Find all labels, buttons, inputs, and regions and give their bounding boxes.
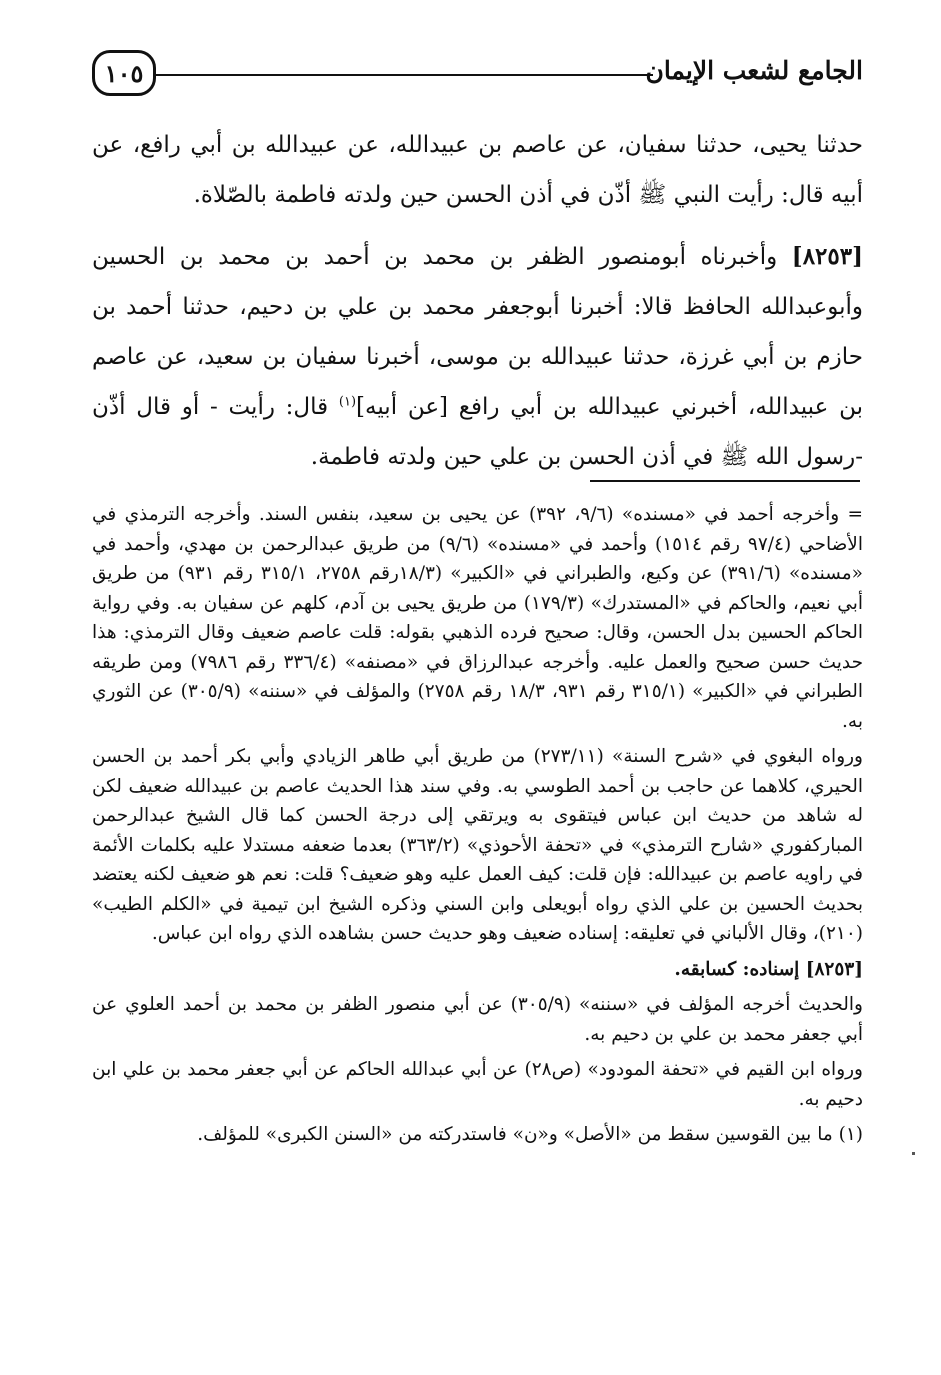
footnote-ref[interactable]: (١) [338,394,357,410]
paragraph-2 [92,232,863,482]
hadith-number: [٨٢٥٣] [791,243,863,270]
paragraph-2-part-2: قال: رأيت - أو قال أذّن -رسول الله ﷺ في أذن الحسن بن علي حين ولدته فاطمة. [92,394,863,470]
scan-dot [912,1152,915,1155]
page-header [92,48,863,100]
footnote-baghawi: ورواه البغوي في «شرح السنة» (٢٧٣/١١) من طريق أبي طاهر الزيادي وأبي بكر أحمد بن الحسن الحيري، كلاهما عن حاجب بن أحمد الطوسي به. وفي سند هذا الحديث عاصم بن عبيدالله ضعيف لكن له شاهد من حديث ابن عباس فيتقوى به ويرتقي إلى درجة الحسن كما قال الشيخ عبدالرحمن المباركفوري «شارح الترمذي» في «تحفة الأحوذي» (٣٦٣/٢) بعدما ضعفه مستدلا عليه بكلمات الأئمة في راويه عاصم بن عبيدالله: فإن قلت: كيف العمل عليه وهو ضعيف؟ قلت: نعم هو ضعيف لكنه يعتضد بحديث الحسين بن علي الذي رواه أبويعلى وابن السني وذكره الشيخ ابن تيمية في «الكلم الطيب» (٢١٠)، وقال الألباني في تعليقه: إسناده ضعيف وهو حديث حسن بشاهده الذي رواه ابن عباس. [92,746,863,944]
paragraph-2-part-1: وأخبرناه أبومنصور الظفر بن محمد بن أحمد بن محمد بن الحسين وأبوعبدالله الحافظ قالا: أخبرنا أبوجعفر محمد بن علي بن دحيم، حدثنا أحمد بن حازم بن أبي غرزة، حدثنا عبيدالله بن موسى، أخبرنا سفيان بن سعيد، عن عاصم بن عبيدالله، أخبرني عبيدالله بن أبي رافع [عن أبيه] [92,244,863,420]
main-text [92,120,863,482]
footnote-1: (١) ما بين القوسين سقط من «الأصل» و«ن» فاستدركته من «السنن الكبرى» للمؤلف. [197,1124,863,1145]
running-title: الجامع لشعب الإيمان [645,56,863,85]
footnote-separator [590,480,860,482]
header-rule [154,74,653,76]
paragraph-1: حدثنا يحيى، حدثنا سفيان، عن عاصم بن عبيدالله، عن عبيدالله بن أبي رافع، عن أبيه قال: رأيت النبي ﷺ أذّن في أذن الحسن حين ولدته فاطمة بالصّلاة. [92,132,863,208]
footnote-sunan: والحديث أخرجه المؤلف في «سننه» (٣٠٥/٩) عن أبي منصور الظفر بن محمد بن أحمد العلوي عن أبي جعفر محمد بن علي بن دحيم به. [92,994,863,1045]
footnotes [92,500,863,1150]
footnote-continued: = وأخرجه أحمد في «مسنده» (٩/٦، ٣٩٢) عن يحيى بن سعيد، بنفس السند. وأخرجه الترمذي في الأضاحي (٩٧/٤ رقم ١٥١٤) وأحمد في «مسنده» (٩/٦) من طريق عبدالرحمن بن مهدي، وأحمد في «مسنده» (٣٩١/٦) عن وكيع، والطبراني في «الكبير» (١٨/٣رقم ٢٧٥٨، ٣١٥/١ رقم ٩٣١) من طريق أبي نعيم، والحاكم في «المستدرك» (١٧٩/٣) من طريق يحيى بن آدم، كلهم عن سفيان به. وفي رواية الحاكم الحسين بدل الحسن، وقال: صحيح فرده الذهبي بقوله: قلت عاصم ضعيف وقال الترمذي: هذا حديث حسن صحيح والعمل عليه. وأخرجه عبدالرزاق في «مصنفه» (٣٣٦/٤ رقم ٧٩٨٦) ومن طريقه الطبراني في «الكبير» (٣١٥/١ رقم ٩٣١، ١٨/٣ رقم ٢٧٥٨) والمؤلف في «سننه» (٣٠٥/٩) عن الثوري به. [92,504,864,732]
footnote-isnad-label: [٨٢٥٣] إسناده: كسابقه. [674,958,863,980]
page-number: ١٠٥ [92,50,156,96]
footnote-ibn-qayyim: ورواه ابن القيم في «تحفة المودود» (ص٢٨) عن أبي عبدالله الحاكم عن أبي جعفر محمد بن علي ابن دحيم به. [92,1059,863,1110]
